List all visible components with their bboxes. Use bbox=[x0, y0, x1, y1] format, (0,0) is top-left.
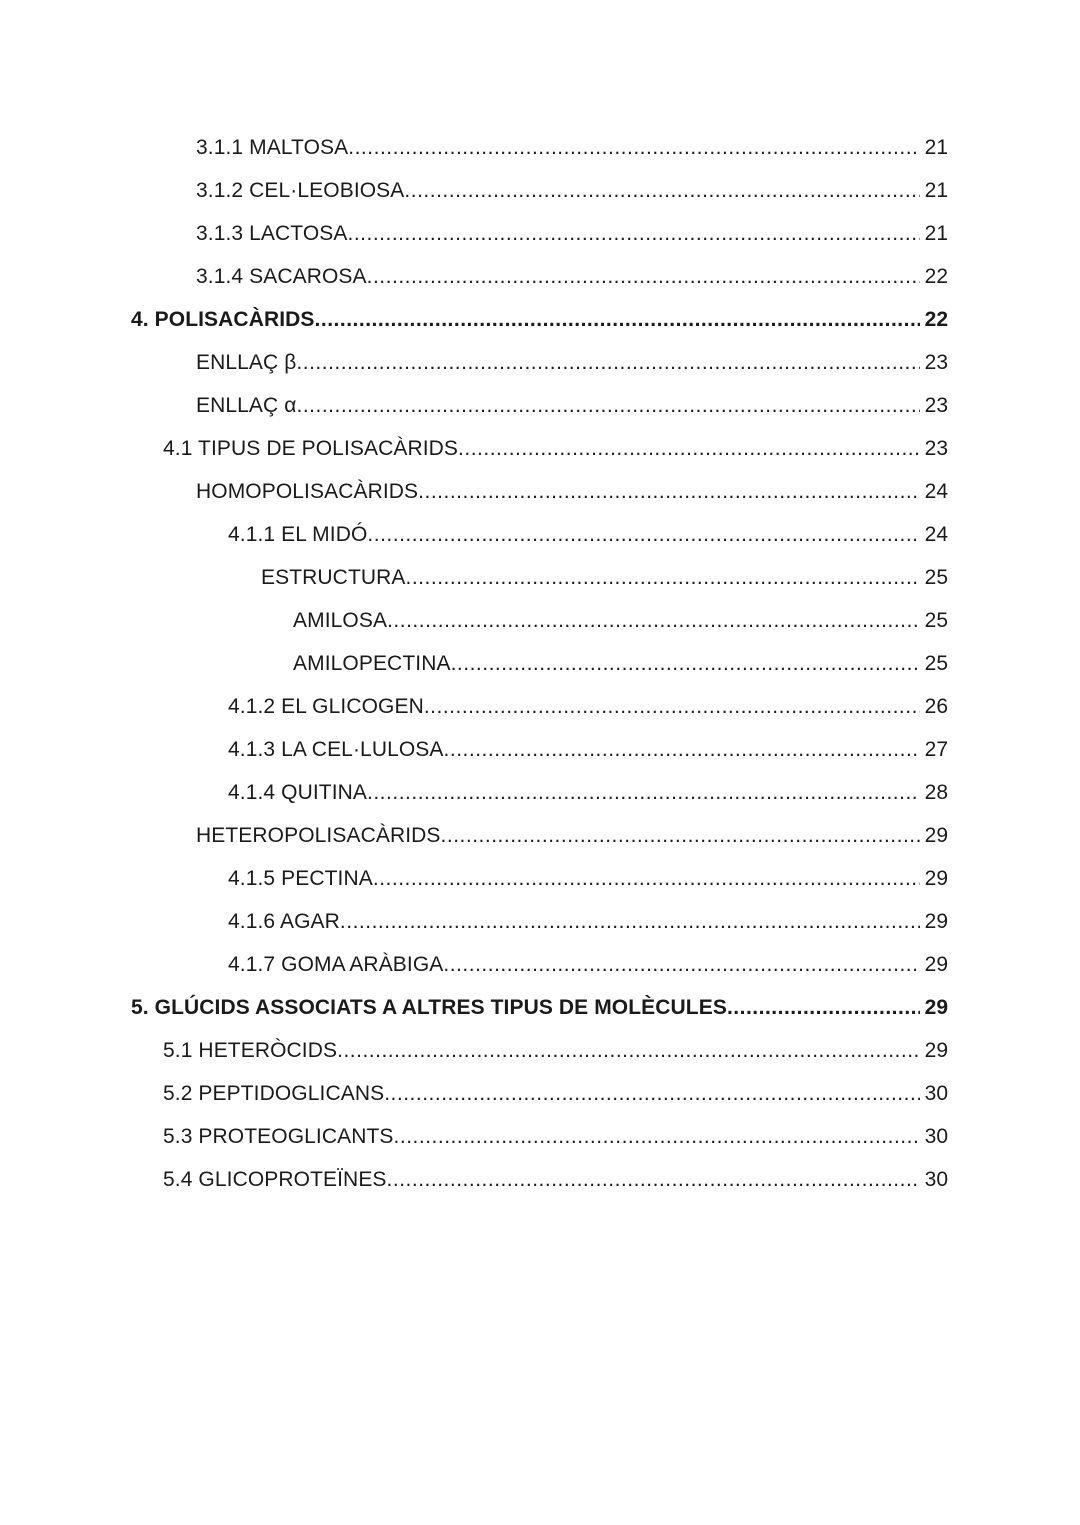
toc-entry-page-number: 28 bbox=[924, 781, 948, 804]
toc-entry[interactable] bbox=[0, 859, 1080, 902]
toc-entry-page-number: 22 bbox=[924, 265, 948, 288]
toc-entry-title: 4. POLISACÀRIDS bbox=[131, 308, 315, 331]
toc-entry-page-number: 27 bbox=[924, 738, 948, 761]
toc-dot-leader bbox=[296, 351, 920, 375]
toc-entry[interactable] bbox=[0, 601, 1080, 644]
toc-dot-leader bbox=[394, 1125, 920, 1149]
toc-entry[interactable] bbox=[0, 386, 1080, 429]
toc-entry-title: 4.1.2 EL GLICOGEN bbox=[228, 695, 424, 718]
toc-entry-page-number: 23 bbox=[924, 351, 948, 374]
toc-entry-page-number: 29 bbox=[924, 867, 948, 890]
toc-dot-leader bbox=[387, 609, 920, 633]
toc-entry[interactable] bbox=[0, 300, 1080, 343]
toc-entry-title: 3.1.4 SACAROSA bbox=[196, 265, 367, 288]
toc-entry-title: AMILOPECTINA bbox=[293, 652, 451, 675]
toc-entry[interactable] bbox=[0, 128, 1080, 171]
toc-dot-leader bbox=[418, 480, 920, 504]
toc-entry[interactable] bbox=[0, 257, 1080, 300]
toc-entry-page-number: 29 bbox=[924, 996, 948, 1019]
toc-entry[interactable] bbox=[0, 214, 1080, 257]
toc-entry-title: 5.3 PROTEOGLICANTS bbox=[163, 1125, 394, 1148]
toc-entry[interactable] bbox=[0, 472, 1080, 515]
toc-entry-title: 5.4 GLICOPROTEÏNES bbox=[163, 1168, 387, 1191]
toc-entry[interactable] bbox=[0, 429, 1080, 472]
toc-dot-leader bbox=[424, 695, 920, 719]
toc-entry-title: 4.1.6 AGAR bbox=[228, 910, 340, 933]
toc-entry[interactable] bbox=[0, 171, 1080, 214]
toc-entry-title: AMILOSA bbox=[293, 609, 388, 632]
toc-entry-page-number: 30 bbox=[924, 1168, 948, 1191]
toc-dot-leader bbox=[315, 308, 920, 332]
toc-entry[interactable] bbox=[0, 988, 1080, 1031]
toc-dot-leader bbox=[458, 437, 920, 461]
toc-entry-page-number: 21 bbox=[924, 136, 948, 159]
toc-entry-page-number: 22 bbox=[924, 308, 948, 331]
toc-entry-title: 4.1.4 QUITINA bbox=[228, 781, 368, 804]
toc-entry-page-number: 30 bbox=[924, 1082, 948, 1105]
toc-entry-page-number: 25 bbox=[924, 652, 948, 675]
toc-dot-leader bbox=[296, 394, 920, 418]
toc-entry-title: 3.1.3 LACTOSA bbox=[196, 222, 348, 245]
toc-entry[interactable] bbox=[0, 1117, 1080, 1160]
toc-entry-page-number: 23 bbox=[924, 437, 948, 460]
toc-entry[interactable] bbox=[0, 515, 1080, 558]
toc-dot-leader bbox=[441, 824, 920, 848]
toc-entry[interactable] bbox=[0, 816, 1080, 859]
toc-dot-leader bbox=[406, 566, 920, 590]
toc-entry-page-number: 30 bbox=[924, 1125, 948, 1148]
toc-dot-leader bbox=[387, 1168, 920, 1192]
toc-dot-leader bbox=[367, 523, 920, 547]
toc-dot-leader bbox=[367, 781, 920, 805]
toc-entry[interactable] bbox=[0, 687, 1080, 730]
toc-entry-page-number: 26 bbox=[924, 695, 948, 718]
toc-dot-leader bbox=[404, 179, 920, 203]
toc-entry-title: 4.1.7 GOMA ARÀBIGA bbox=[228, 953, 444, 976]
toc-entry-title: 3.1.2 CEL·LEOBIOSA bbox=[196, 179, 405, 202]
toc-dot-leader bbox=[348, 222, 921, 246]
toc-dot-leader bbox=[727, 996, 920, 1020]
table-of-contents bbox=[0, 128, 1080, 1203]
toc-entry[interactable] bbox=[0, 1074, 1080, 1117]
toc-entry[interactable] bbox=[0, 343, 1080, 386]
toc-entry-page-number: 23 bbox=[924, 394, 948, 417]
toc-dot-leader bbox=[443, 953, 920, 977]
toc-entry-page-number: 29 bbox=[924, 1039, 948, 1062]
toc-dot-leader bbox=[444, 738, 920, 762]
toc-entry-page-number: 21 bbox=[924, 222, 948, 245]
toc-entry-page-number: 25 bbox=[924, 609, 948, 632]
toc-entry-title: 4.1.3 LA CEL·LULOSA bbox=[228, 738, 444, 761]
toc-dot-leader bbox=[451, 652, 920, 676]
toc-entry-page-number: 29 bbox=[924, 824, 948, 847]
toc-entry[interactable] bbox=[0, 945, 1080, 988]
toc-dot-leader bbox=[337, 1039, 920, 1063]
toc-entry[interactable] bbox=[0, 558, 1080, 601]
toc-dot-leader bbox=[367, 265, 920, 289]
toc-entry-title: 4.1.5 PECTINA bbox=[228, 867, 373, 890]
toc-entry[interactable] bbox=[0, 730, 1080, 773]
toc-entry-title: HOMOPOLISACÀRIDS bbox=[196, 480, 419, 503]
toc-entry[interactable] bbox=[0, 773, 1080, 816]
toc-dot-leader bbox=[373, 867, 920, 891]
toc-entry-title: ENLLAÇ α bbox=[196, 394, 297, 417]
toc-entry-title: 4.1 TIPUS DE POLISACÀRIDS bbox=[163, 437, 459, 460]
toc-entry-title: 5. GLÚCIDS ASSOCIATS A ALTRES TIPUS DE MOLÈCULES bbox=[131, 996, 727, 1019]
toc-entry-title: 4.1.1 EL MIDÓ bbox=[228, 523, 368, 546]
toc-entry[interactable] bbox=[0, 644, 1080, 687]
toc-entry-page-number: 21 bbox=[924, 179, 948, 202]
toc-dot-leader bbox=[384, 1082, 920, 1106]
toc-entry-title: ENLLAÇ β bbox=[196, 351, 297, 374]
toc-entry-page-number: 29 bbox=[924, 953, 948, 976]
toc-entry[interactable] bbox=[0, 1031, 1080, 1074]
toc-entry-title: ESTRUCTURA bbox=[261, 566, 406, 589]
toc-dot-leader bbox=[348, 136, 920, 160]
toc-entry-title: HETEROPOLISACÀRIDS bbox=[196, 824, 441, 847]
toc-entry-title: 5.1 HETERÒCIDS bbox=[163, 1039, 338, 1062]
toc-entry-page-number: 24 bbox=[924, 480, 948, 503]
toc-entry[interactable] bbox=[0, 902, 1080, 945]
toc-entry-page-number: 29 bbox=[924, 910, 948, 933]
toc-dot-leader bbox=[340, 910, 920, 934]
toc-entry-page-number: 24 bbox=[924, 523, 948, 546]
toc-entry-title: 5.2 PEPTIDOGLICANS bbox=[163, 1082, 385, 1105]
toc-entry[interactable] bbox=[0, 1160, 1080, 1203]
toc-entry-page-number: 25 bbox=[924, 566, 948, 589]
toc-entry-title: 3.1.1 MALTOSA bbox=[196, 136, 349, 159]
